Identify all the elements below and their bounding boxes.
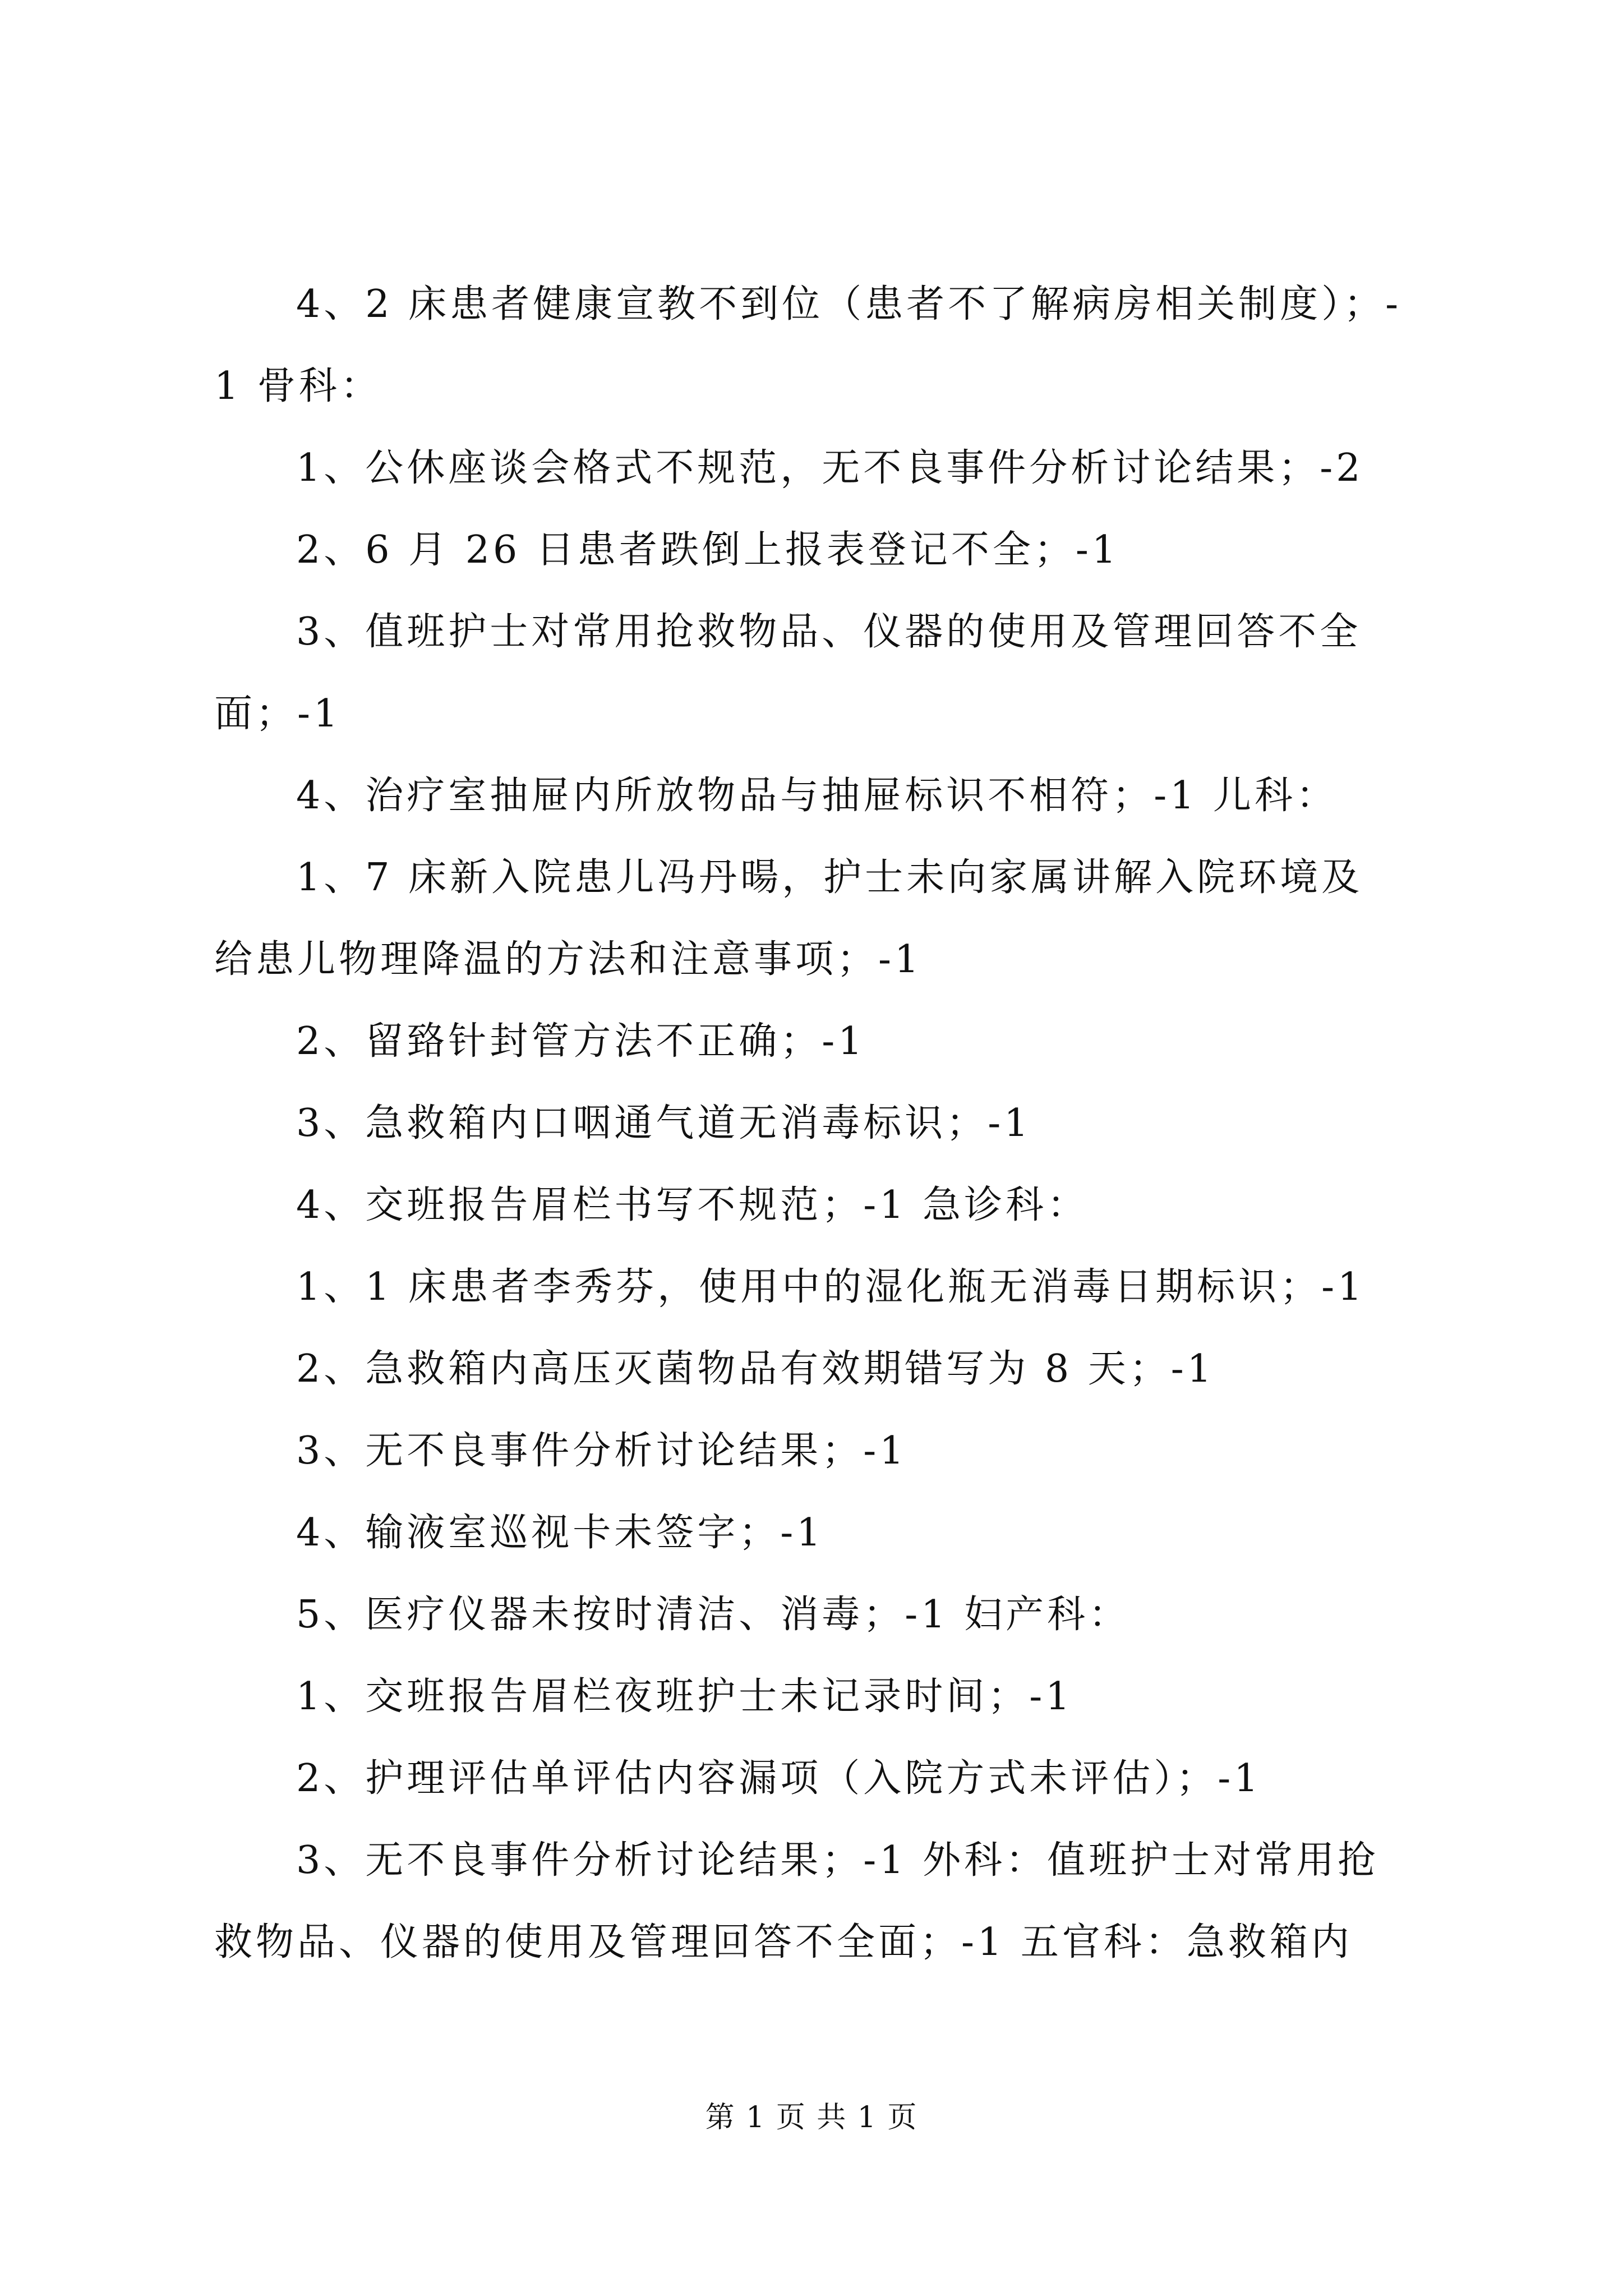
text-line: 3、值班护士对常用抢救物品、仪器的使用及管理回答不全 [296, 610, 1362, 654]
text-line: 3、急救箱内口咽通气道无消毒标识；-1 [296, 1101, 1032, 1145]
text-line: 1 骨科： [214, 364, 382, 408]
text-line: 面；-1 [214, 692, 342, 736]
text-line: 4、2 床患者健康宣教不到位（患者不了解病房相关制度）；- [296, 282, 1402, 326]
text-line: 1、公休座谈会格式不规范，无不良事件分析讨论结果；-2 [296, 446, 1364, 490]
text-line: 3、无不良事件分析讨论结果；-1 外科：值班护士对常用抢 [296, 1838, 1380, 1883]
text-line: 2、6 月 26 日患者跌倒上报表登记不全；-1 [296, 528, 1120, 572]
text-line: 4、交班报告眉栏书写不规范；-1 急诊科： [296, 1183, 1089, 1227]
text-line: 救物品、仪器的使用及管理回答不全面；-1 五官科：急救箱内 [214, 1920, 1353, 1964]
text-line: 2、护理评估单评估内容漏项（入院方式未评估）；-1 [296, 1756, 1262, 1801]
text-line: 2、留臵针封管方法不正确；-1 [296, 1019, 866, 1064]
text-line: 给患儿物理降温的方法和注意事项；-1 [214, 937, 923, 982]
text-line: 1、7 床新入院患儿冯丹暘，护士未向家属讲解入院环境及 [296, 855, 1363, 900]
text-line: 1、交班报告眉栏夜班护士未记录时间；-1 [296, 1674, 1073, 1719]
text-line: 5、医疗仪器未按时清洁、消毒；-1 妇产科： [296, 1593, 1131, 1637]
page-footer: 第 1 页 共 1 页 [705, 2101, 918, 2134]
text-line: 3、无不良事件分析讨论结果；-1 [296, 1429, 907, 1473]
text-line: 4、输液室巡视卡未签字；-1 [296, 1511, 824, 1555]
text-line: 1、1 床患者李秀芬，使用中的湿化瓶无消毒日期标识；-1 [296, 1265, 1366, 1309]
document-body [214, 264, 1420, 1984]
text-line: 2、急救箱内高压灭菌物品有效期错写为 8 天；-1 [296, 1347, 1215, 1391]
text-line: 4、治疗室抽屉内所放物品与抽屉标识不相符；-1 儿科： [296, 774, 1338, 818]
